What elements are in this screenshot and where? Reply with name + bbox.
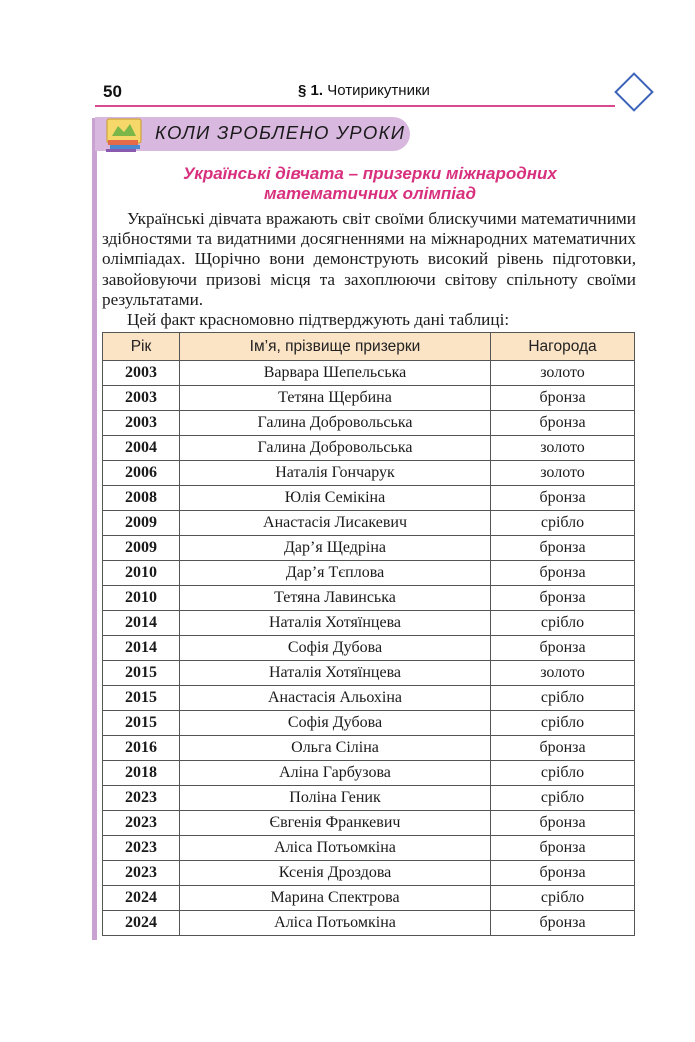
cell-name: Софія Дубова [180, 711, 491, 736]
table-body [103, 361, 635, 936]
cell-year: 2023 [103, 786, 180, 811]
cell-name: Софія Дубова [180, 636, 491, 661]
header-rule [95, 105, 615, 107]
table-row [103, 611, 635, 636]
cell-award: срібло [491, 686, 635, 711]
books-icon [104, 114, 144, 152]
cell-name: Аліна Гарбузова [180, 761, 491, 786]
cell-year: 2010 [103, 561, 180, 586]
cell-award: бронза [491, 811, 635, 836]
table-row [103, 836, 635, 861]
cell-award: бронза [491, 561, 635, 586]
cell-award: бронза [491, 536, 635, 561]
cell-award: золото [491, 661, 635, 686]
article-title-line-2: математичних олімпіад [264, 184, 476, 203]
cell-year: 2008 [103, 486, 180, 511]
table-row [103, 436, 635, 461]
table-row [103, 886, 635, 911]
cell-award: срібло [491, 761, 635, 786]
paragraph-2: Цей факт красномовно підтверджують дані таблиці: [127, 310, 510, 330]
table-row [103, 761, 635, 786]
cell-name: Ксенія Дроздова [180, 861, 491, 886]
cell-name: Галина Добровольська [180, 411, 491, 436]
header-name: Ім’я, прізвище призерки [180, 333, 491, 361]
cell-name: Дар’я Щедріна [180, 536, 491, 561]
cell-year: 2015 [103, 661, 180, 686]
cell-award: бронза [491, 736, 635, 761]
cell-year: 2003 [103, 361, 180, 386]
cell-name: Аліса Потьомкіна [180, 911, 491, 936]
header-year: Рік [103, 333, 180, 361]
article-title-line-1: Українські дівчата – призерки міжнародних [183, 164, 557, 183]
cell-name: Тетяна Щербина [180, 386, 491, 411]
table-row [103, 486, 635, 511]
table-row [103, 811, 635, 836]
cell-year: 2004 [103, 436, 180, 461]
cell-name: Поліна Геник [180, 786, 491, 811]
table-row [103, 786, 635, 811]
cell-name: Ольга Сіліна [180, 736, 491, 761]
margin-bar [92, 118, 97, 940]
cell-year: 2016 [103, 736, 180, 761]
table-row [103, 636, 635, 661]
cell-award: срібло [491, 886, 635, 911]
article-body [102, 209, 636, 330]
paragraph-1: Українські дівчата вражають світ своїми блискучими математичними здібностями та видатними досягненнями на міжнародних математичних олімпіадах. Щорічно вони демонструють високий рівень підготовки, завойовуючи призові місця та захоплюючи світову спільноту своїми результатами. [102, 209, 636, 309]
cell-award: бронза [491, 911, 635, 936]
cell-award: бронза [491, 636, 635, 661]
cell-award: золото [491, 361, 635, 386]
cell-year: 2009 [103, 511, 180, 536]
diamond-marker-icon [614, 72, 654, 112]
page-number: 50 [103, 82, 122, 101]
cell-name: Дар’я Тєплова [180, 561, 491, 586]
table-row [103, 586, 635, 611]
table-row [103, 686, 635, 711]
cell-name: Тетяна Лавинська [180, 586, 491, 611]
cell-award: бронза [491, 386, 635, 411]
cell-year: 2014 [103, 611, 180, 636]
cell-year: 2023 [103, 861, 180, 886]
section-name: Чотирикутники [327, 82, 430, 99]
rubric-title: КОЛИ ЗРОБЛЕНО УРОКИ [155, 122, 406, 143]
article-title [100, 164, 640, 204]
cell-year: 2009 [103, 536, 180, 561]
cell-year: 2003 [103, 411, 180, 436]
cell-award: бронза [491, 586, 635, 611]
cell-award: срібло [491, 511, 635, 536]
table-row [103, 411, 635, 436]
cell-award: бронза [491, 411, 635, 436]
cell-name: Аліса Потьомкіна [180, 836, 491, 861]
table-row [103, 386, 635, 411]
cell-year: 2006 [103, 461, 180, 486]
table-row [103, 911, 635, 936]
cell-year: 2024 [103, 886, 180, 911]
table-row [103, 736, 635, 761]
cell-year: 2024 [103, 911, 180, 936]
cell-award: бронза [491, 486, 635, 511]
cell-name: Євгенія Франкевич [180, 811, 491, 836]
cell-award: золото [491, 436, 635, 461]
section-ref: § 1. [298, 82, 324, 99]
cell-year: 2018 [103, 761, 180, 786]
cell-name: Марина Спектрова [180, 886, 491, 911]
header-award: Нагорода [491, 333, 635, 361]
table-row [103, 361, 635, 386]
table-row [103, 711, 635, 736]
cell-award: золото [491, 461, 635, 486]
cell-name: Наталія Гончарук [180, 461, 491, 486]
cell-year: 2023 [103, 811, 180, 836]
cell-year: 2010 [103, 586, 180, 611]
cell-name: Галина Добровольська [180, 436, 491, 461]
cell-award: бронза [491, 836, 635, 861]
cell-name: Варвара Шепельська [180, 361, 491, 386]
table-row [103, 561, 635, 586]
table-row [103, 461, 635, 486]
cell-award: срібло [491, 611, 635, 636]
table-row [103, 861, 635, 886]
table-row [103, 661, 635, 686]
cell-name: Наталія Хотяїнцева [180, 611, 491, 636]
cell-name: Анастасія Альохіна [180, 686, 491, 711]
cell-name: Юлія Семікіна [180, 486, 491, 511]
cell-name: Наталія Хотяїнцева [180, 661, 491, 686]
cell-year: 2015 [103, 711, 180, 736]
cell-year: 2023 [103, 836, 180, 861]
cell-year: 2014 [103, 636, 180, 661]
cell-name: Анастасія Лисакевич [180, 511, 491, 536]
cell-year: 2015 [103, 686, 180, 711]
table-header-row [103, 333, 635, 361]
cell-award: бронза [491, 861, 635, 886]
table-row [103, 511, 635, 536]
cell-award: срібло [491, 711, 635, 736]
cell-year: 2003 [103, 386, 180, 411]
table-row [103, 536, 635, 561]
prize-table [102, 332, 635, 936]
running-header [298, 82, 430, 99]
cell-award: срібло [491, 786, 635, 811]
